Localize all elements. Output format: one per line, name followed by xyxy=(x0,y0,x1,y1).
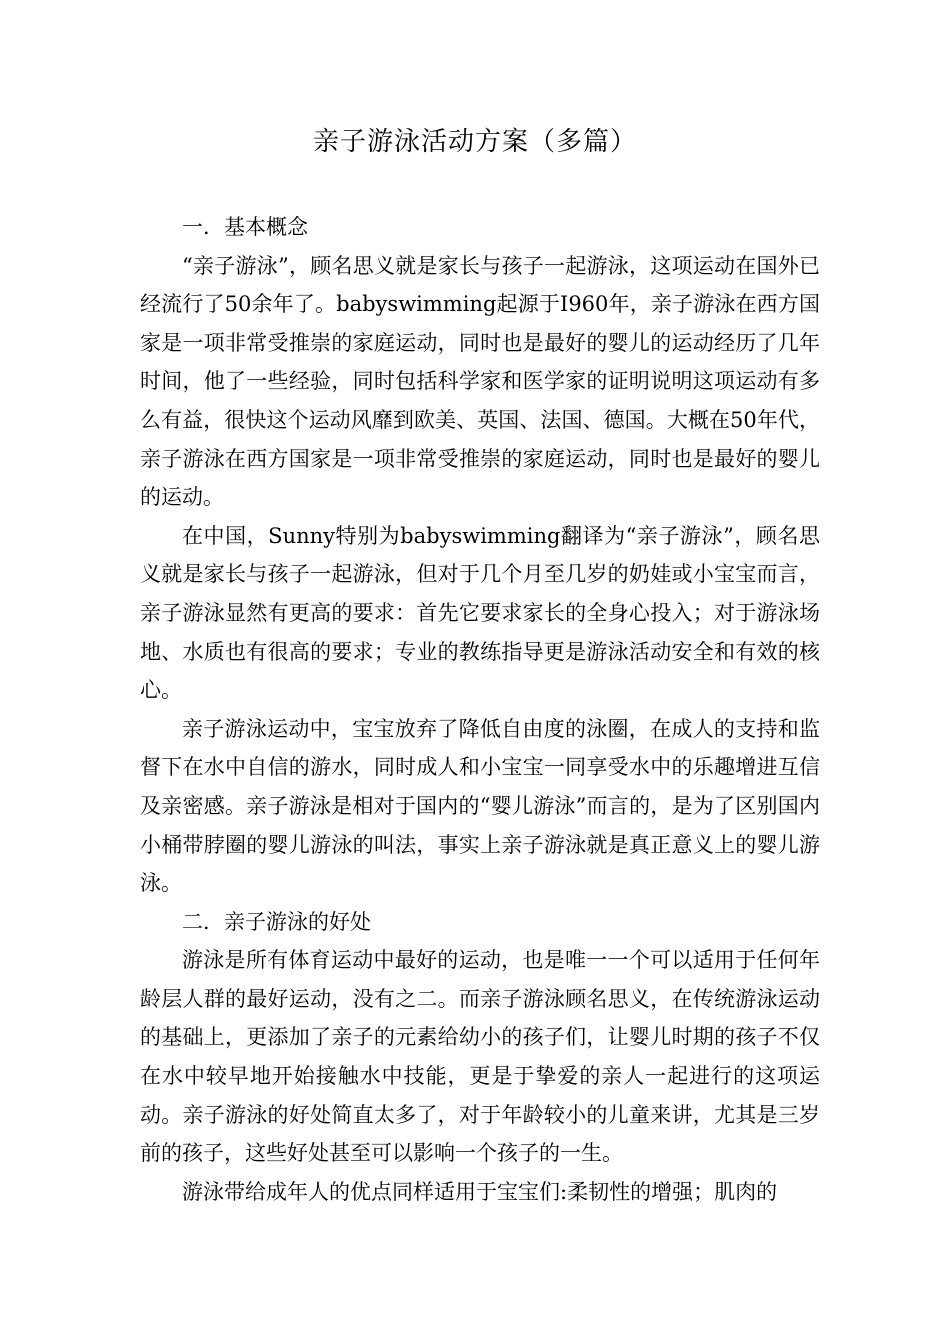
paragraph-benefits: 游泳是所有体育运动中最好的运动，也是唯一一个可以适用于任何年龄层人群的最好运动，没有之二。而亲子游泳顾名思义，在传统游泳运动的基础上，更添加了亲子的元素给幼小的孩子们，让婴儿时期的孩子不仅在水中较早地开始接触水中技能，更是于挚爱的亲人一起进行的这项运动。亲子游泳的好处简直太多了，对于年龄较小的儿童来讲，尤其是三岁前的孩子，这些好处甚至可以影响一个孩子的一生。 xyxy=(140,948,820,1166)
paragraph-definition: “亲子游泳”，顾名思义就是家长与孩子一起游泳，这项运动在国外已经流行了50余年了。babyswimming起源于I960年，亲子游泳在西方国家是一项非常受推崇的家庭运动，同时也是最好的婴儿的运动经历了几年时间，他了一些经验，同时包括科学家和医学家的证明说明这项运动有多么有益，很快这个运动风靡到欧美、英国、法国、德国。大概在50年代，亲子游泳在西方国家是一项非常受推崇的家庭运动，同时也是最好的婴儿的运动。 xyxy=(140,253,820,510)
section-heading-basic-concept: 一．基本概念 xyxy=(182,215,308,239)
paragraph-benefits-continued: 游泳带给成年人的优点同样适用于宝宝们:柔韧性的增强；肌肉的 xyxy=(182,1179,778,1204)
section-heading-benefits: 二．亲子游泳的好处 xyxy=(182,909,371,934)
paragraph-china: 在中国，Sunny特别为babyswimming翻译为“亲子游泳”，顾名思义就是家长与孩子一起游泳，但对于几个月至几岁的奶娃或小宝宝而言，亲子游泳显然有更高的要求：首先它要求家长的全身心投入；对于游泳场地、水质也有很高的要求；专业的教练指导更是游泳活动安全和有效的核心。 xyxy=(140,523,820,703)
paragraph-baby-swimming: 亲子游泳运动中，宝宝放弃了降低自由度的泳圈，在成人的支持和监督下在水中自信的游水，同时成人和小宝宝一同享受水中的乐趣增进互信及亲密感。亲子游泳是相对于国内的“婴儿游泳”而言的，是为了区别国内小桶带脖圈的婴儿游泳的叫法，事实上亲子游泳就是真正意义上的婴儿游泳。 xyxy=(140,716,820,896)
document-body xyxy=(140,208,820,1211)
document-title: 亲子游泳活动方案（多篇） xyxy=(312,127,637,157)
